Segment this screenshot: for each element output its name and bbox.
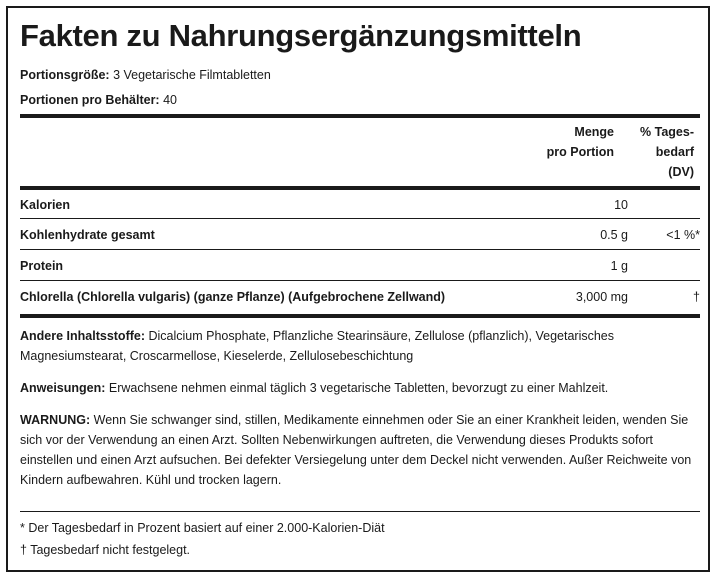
warning xyxy=(20,410,702,490)
amount-header-line2: pro Portion xyxy=(546,145,614,159)
dv-header-line1: % Tages- xyxy=(640,125,694,139)
dv-header-line2: bedarf xyxy=(655,145,694,159)
dv-header-line3: (DV) xyxy=(668,165,694,179)
directions xyxy=(20,378,702,398)
panel-title: Fakten zu Nahrungsergänzungsmitteln xyxy=(20,18,582,53)
row-divider xyxy=(20,249,700,250)
warning-text: Wenn Sie schwanger sind, stillen, Medikamente einnehmen oder Sie an einer Krankheit leiden, wenden Sie sich vor der Verwendung an einen Arzt. Sollten Nebenwirkungen auftreten, die Verwendung dieses Produkts sofort einstellen und einen Arzt aufsuchen. Bei defekter Versiegelung unter dem Deckel nicht verwenden. Außer Reichweite von Kindern aufbewahren. Kühl und trocken lagern. xyxy=(20,413,692,487)
nutrient-name: Kohlenhydrate gesamt xyxy=(20,228,155,242)
daily-value-header xyxy=(640,122,694,182)
nutrient-dv: <1 %* xyxy=(666,228,700,242)
nutrient-row-chlorella xyxy=(20,282,700,312)
row-divider xyxy=(20,218,700,219)
nutrient-name: Kalorien xyxy=(20,198,71,212)
supplement-facts-panel xyxy=(6,6,710,572)
nutrient-amount: 3,000 mg xyxy=(575,290,628,304)
nutrient-row-protein xyxy=(20,251,700,281)
nutrient-amount: 0.5 g xyxy=(600,228,628,242)
serving-size-value: 3 Vegetarische Filmtabletten xyxy=(113,68,271,82)
other-ingredients xyxy=(20,326,702,366)
thick-divider-bottom xyxy=(20,314,700,318)
other-ingredients-label: Andere Inhaltsstoffe: xyxy=(20,329,146,343)
serving-size-label: Portionsgröße: xyxy=(20,68,110,82)
nutrient-name: Protein xyxy=(20,259,64,273)
directions-label: Anweisungen: xyxy=(20,381,106,395)
servings-per-container xyxy=(20,93,177,107)
footnote-daily-value: * Der Tagesbedarf in Prozent basiert auf einer 2.000-Kalorien-Diät xyxy=(20,521,385,535)
thick-divider-top xyxy=(20,114,700,118)
servings-per-container-label: Portionen pro Behälter: xyxy=(20,93,160,107)
footnote-not-established: † Tagesbedarf nicht festgelegt. xyxy=(20,543,191,557)
nutrient-amount: 10 xyxy=(614,198,628,212)
nutrient-row-calories xyxy=(20,190,700,220)
footnote-divider xyxy=(20,511,700,512)
nutrient-amount: 1 g xyxy=(610,259,628,273)
nutrient-name: Chlorella (Chlorella vulgaris) (ganze Pflanze) (Aufgebrochene Zellwand) xyxy=(20,290,446,304)
directions-text: Erwachsene nehmen einmal täglich 3 vegetarische Tabletten, bevorzugt zu einer Mahlzeit. xyxy=(108,381,609,395)
nutrient-row-carbohydrates xyxy=(20,220,700,250)
row-divider xyxy=(20,280,700,281)
serving-size xyxy=(20,68,271,82)
nutrient-dv: † xyxy=(693,290,700,304)
amount-per-serving-header xyxy=(547,122,614,162)
other-ingredients-text: Dicalcium Phosphate, Pflanzliche Stearinsäure, Zellulose (pflanzlich), Vegetarisches Magnesiumstearat, Croscarmellose, Kieselerde, Zellulosebeschichtung xyxy=(20,329,615,363)
servings-per-container-value: 40 xyxy=(163,93,177,107)
warning-label: WARNUNG: xyxy=(20,413,91,427)
amount-header-line1: Menge xyxy=(574,125,614,139)
